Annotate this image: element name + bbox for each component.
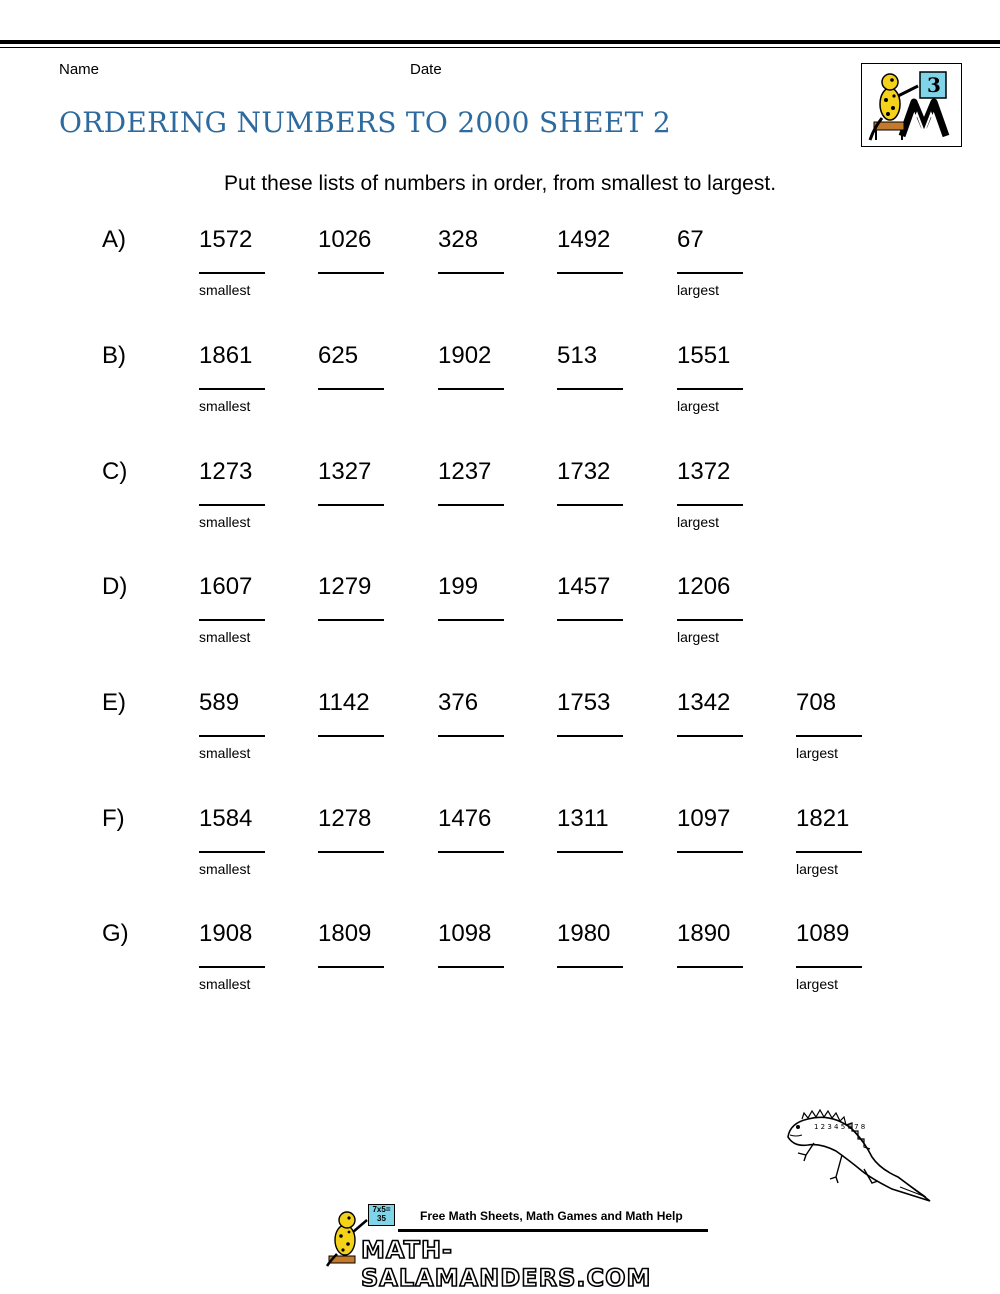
largest-caption: largest: [796, 976, 839, 992]
top-rule-thick: [0, 40, 1000, 44]
number: 199: [438, 573, 479, 600]
answer-blank[interactable]: [438, 388, 504, 390]
number: 1311: [557, 805, 609, 832]
number: 1327: [318, 458, 372, 485]
answer-blank[interactable]: [557, 388, 623, 390]
answer-blank[interactable]: [199, 966, 265, 968]
question-d: [0, 573, 1000, 683]
number: 589: [199, 689, 240, 716]
answer-blank[interactable]: [438, 966, 504, 968]
footer-tagline: Free Math Sheets, Math Games and Math Help: [420, 1209, 683, 1223]
number: 708: [796, 689, 837, 716]
number: 1206: [677, 573, 731, 600]
answer-blank[interactable]: [438, 735, 504, 737]
answer-blank[interactable]: [796, 966, 862, 968]
smallest-caption: smallest: [199, 629, 251, 645]
smallest-caption: smallest: [199, 976, 251, 992]
answer-blank[interactable]: [557, 272, 623, 274]
answer-blank[interactable]: [318, 272, 384, 274]
number: 1861: [199, 342, 253, 369]
sign-answer: 35: [377, 1214, 386, 1223]
answer-blank[interactable]: [318, 504, 384, 506]
number: 1372: [677, 458, 731, 485]
number: 1278: [318, 805, 372, 832]
number: 1342: [677, 689, 731, 716]
salamander-grade-icon: [862, 64, 961, 146]
question-f: [0, 805, 1000, 915]
math-sign: [368, 1204, 395, 1226]
number: 513: [557, 342, 598, 369]
answer-blank[interactable]: [557, 619, 623, 621]
answer-blank[interactable]: [318, 388, 384, 390]
top-rule-thin: [0, 47, 1000, 48]
answer-blank[interactable]: [557, 504, 623, 506]
number: 328: [438, 226, 479, 253]
question-a: [0, 226, 1000, 336]
question-b: [0, 342, 1000, 452]
footer-divider: [398, 1229, 708, 1232]
question-c: [0, 458, 1000, 568]
question-label: G): [102, 920, 129, 947]
question-g: [0, 920, 1000, 1030]
answer-blank[interactable]: [438, 619, 504, 621]
answer-blank[interactable]: [199, 388, 265, 390]
number: 376: [438, 689, 479, 716]
smallest-caption: smallest: [199, 861, 251, 877]
answer-blank[interactable]: [796, 735, 862, 737]
number: 1584: [199, 805, 253, 832]
answer-blank[interactable]: [199, 851, 265, 853]
instructions: Put these lists of numbers in order, from smallest to largest.: [223, 172, 777, 195]
answer-blank[interactable]: [199, 272, 265, 274]
number: 1026: [318, 226, 372, 253]
footer-logo: [325, 1200, 715, 1292]
number: 1607: [199, 573, 253, 600]
grade-logo: [861, 63, 962, 147]
page-title: ORDERING NUMBERS TO 2000 SHEET 2: [59, 106, 671, 139]
answer-blank[interactable]: [438, 504, 504, 506]
smallest-caption: smallest: [199, 282, 251, 298]
answer-blank[interactable]: [438, 272, 504, 274]
answer-blank[interactable]: [677, 735, 743, 737]
number: 1098: [438, 920, 492, 947]
question-e: [0, 689, 1000, 799]
date-label: Date: [410, 61, 442, 78]
number: 1279: [318, 573, 372, 600]
answer-blank[interactable]: [199, 735, 265, 737]
number: 1273: [199, 458, 253, 485]
salamander-illustration: [780, 1105, 940, 1210]
answer-blank[interactable]: [796, 851, 862, 853]
question-label: D): [102, 573, 128, 600]
number: 1142: [318, 689, 370, 716]
number: 1237: [438, 458, 492, 485]
largest-caption: largest: [796, 745, 839, 761]
answer-blank[interactable]: [677, 504, 743, 506]
number: 1732: [557, 458, 611, 485]
answer-blank[interactable]: [557, 851, 623, 853]
number: 1089: [796, 920, 850, 947]
number: 1457: [557, 573, 611, 600]
answer-blank[interactable]: [318, 851, 384, 853]
largest-caption: largest: [796, 861, 839, 877]
number: 1097: [677, 805, 731, 832]
answer-blank[interactable]: [318, 619, 384, 621]
largest-caption: largest: [677, 398, 720, 414]
answer-blank[interactable]: [318, 735, 384, 737]
largest-caption: largest: [677, 514, 720, 530]
number: 1902: [438, 342, 492, 369]
smallest-caption: smallest: [199, 398, 251, 414]
answer-blank[interactable]: [318, 966, 384, 968]
grade-number: 3: [927, 73, 941, 97]
smallest-caption: smallest: [199, 745, 251, 761]
answer-blank[interactable]: [199, 619, 265, 621]
sign-equation: 7x5=: [372, 1205, 391, 1214]
number: 67: [677, 226, 704, 253]
svg-text:1 2 3 4 5 6 7 8: 1 2 3 4 5 6 7 8: [814, 1123, 866, 1131]
answer-blank[interactable]: [677, 272, 743, 274]
largest-caption: largest: [677, 282, 720, 298]
number: 1476: [438, 805, 492, 832]
largest-caption: largest: [677, 629, 720, 645]
number: 625: [318, 342, 359, 369]
question-label: A): [102, 226, 126, 253]
smallest-caption: smallest: [199, 514, 251, 530]
name-label: Name: [59, 61, 100, 78]
number: 1980: [557, 920, 611, 947]
question-label: E): [102, 689, 126, 716]
question-label: B): [102, 342, 126, 369]
answer-blank[interactable]: [557, 966, 623, 968]
number: 1551: [677, 342, 731, 369]
answer-blank[interactable]: [677, 619, 743, 621]
answer-blank[interactable]: [677, 966, 743, 968]
number: 1492: [557, 226, 611, 253]
answer-blank[interactable]: [677, 851, 743, 853]
question-label: F): [102, 805, 125, 832]
question-label: C): [102, 458, 128, 485]
answer-blank[interactable]: [677, 388, 743, 390]
answer-blank[interactable]: [557, 735, 623, 737]
number: 1753: [557, 689, 611, 716]
number: 1809: [318, 920, 372, 947]
number: 1572: [199, 226, 253, 253]
number: 1890: [677, 920, 731, 947]
answer-blank[interactable]: [438, 851, 504, 853]
number: 1821: [796, 805, 850, 832]
answer-blank[interactable]: [199, 504, 265, 506]
footer-brand: MATH-SALAMANDERS.COM: [361, 1236, 652, 1292]
number: 1908: [199, 920, 253, 947]
